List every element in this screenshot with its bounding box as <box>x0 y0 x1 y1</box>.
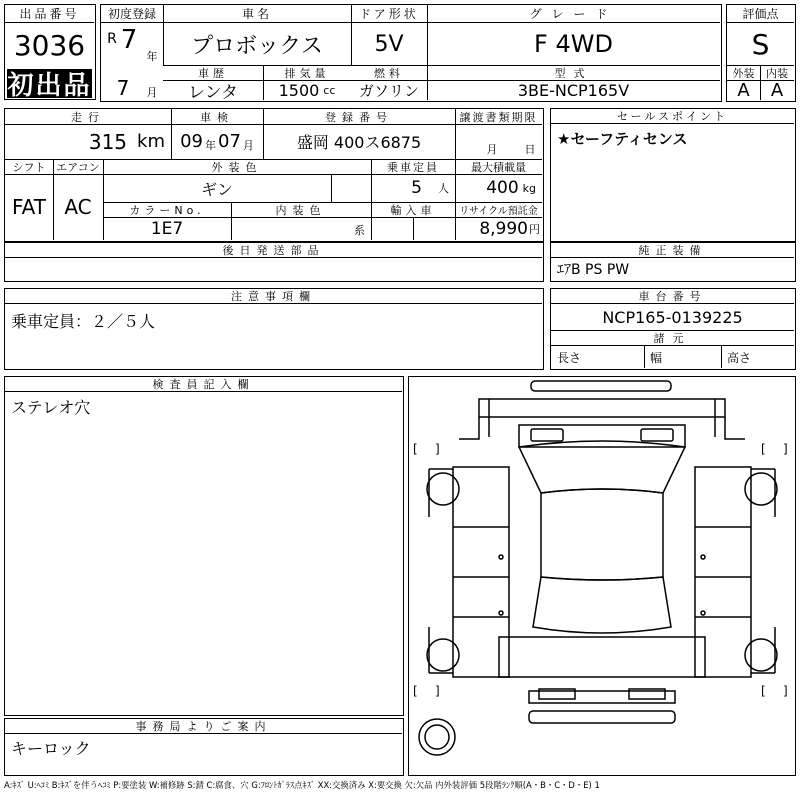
length-label: 長さ <box>557 350 582 365</box>
exterior-score-value: A <box>737 80 750 100</box>
displacement-unit: cc <box>323 83 336 97</box>
first-reg-label: 初度登録 <box>101 5 163 23</box>
interior-color-label: 内装色 <box>275 203 327 217</box>
height-label: 高さ <box>727 350 752 365</box>
lot-label: 出品番号 <box>5 5 94 23</box>
exterior-score-label: 外装 <box>732 66 755 80</box>
first-reg-month-unit: 月 <box>146 86 158 99</box>
import-label: 輸入車 <box>390 203 436 217</box>
equipment-label: 純正装備 <box>551 243 794 258</box>
inspection-label: 車検 <box>200 110 234 124</box>
first-reg-era: R <box>107 31 117 47</box>
later-parts-box <box>4 242 544 282</box>
detail-box <box>4 108 544 242</box>
equipment-box <box>550 242 796 282</box>
history-label: 車歴 <box>198 66 228 80</box>
recycle-value <box>455 217 542 240</box>
svg-text:]: ] <box>783 442 788 456</box>
max-load-label: 最大積載量 <box>471 160 526 174</box>
car-diagram-box <box>408 376 796 776</box>
interior-score-label: 内装 <box>766 66 788 80</box>
max-load-number: 400 <box>486 178 519 198</box>
displacement-number: 1500 <box>278 80 320 100</box>
door-label: ドア形状 <box>351 5 427 23</box>
door-value: 5V <box>374 31 404 57</box>
aircon-label: エアコン <box>56 160 100 174</box>
car-name-value: プロボックス <box>191 33 323 59</box>
color-no-value: 1E7 <box>150 218 184 239</box>
sales-point-box <box>550 108 796 242</box>
capacity-unit: 人 <box>438 182 449 195</box>
inspection-month: 07 <box>218 131 241 152</box>
lot-number: 3036 <box>13 29 86 62</box>
score-value: S <box>751 27 770 61</box>
office-value: キーロック <box>11 738 91 758</box>
interior-color-unit: 系 <box>354 224 365 237</box>
first-reg-month: 7 <box>116 76 130 100</box>
grade-label: グレード <box>427 5 720 23</box>
svg-text:]: ] <box>435 684 440 698</box>
max-load-unit: kg <box>522 181 536 195</box>
later-parts-label: 後日発送部品 <box>5 243 542 258</box>
model-value: 3BE-NCP165V <box>517 80 630 100</box>
mileage-unit: km <box>137 131 165 152</box>
damage-legend: A:ｷｽﾞ U:ﾍｺﾐ B:ｷｽﾞを伴うﾍｺﾐ P:要塗装 W:補修跡 S:錆 C:腐食、穴 G:ﾌﾛﾝﾄｶﾞﾗｽ点ｷｽﾞ XX:交換済み X:要交換 欠:欠品 内外装評価 5段階ﾗﾝｸ順(A・B・C・D・E) 1 <box>4 780 600 790</box>
inspection-year: 09 <box>180 131 203 152</box>
color-no-label: カラーNo. <box>129 203 205 217</box>
recycle-label: リサイクル預託金 <box>459 206 538 217</box>
aircon-value: AC <box>64 195 92 219</box>
inspector-box <box>4 376 404 716</box>
svg-text:[: [ <box>413 684 418 698</box>
vehicle-info-box <box>100 4 722 102</box>
svg-text:]: ] <box>435 442 440 456</box>
score-label: 評価点 <box>727 5 794 23</box>
max-load-value <box>455 174 542 202</box>
svg-text:]: ] <box>783 684 788 698</box>
capacity-label: 乗車定員 <box>387 160 439 174</box>
inspection-value <box>171 124 263 159</box>
inspector-label: 検査員記入欄 <box>5 377 402 392</box>
office-box <box>4 718 404 776</box>
office-label: 事務局よりご案内 <box>5 719 402 734</box>
recycle-unit: 円 <box>529 222 540 236</box>
mileage-number: 315 <box>88 129 128 154</box>
svg-text:[: [ <box>413 442 418 456</box>
svg-text:[: [ <box>761 684 766 698</box>
displacement-value <box>263 80 351 100</box>
displacement-label: 排気量 <box>284 66 330 80</box>
inspection-year-unit: 年 <box>205 138 216 152</box>
sales-point-label: セールスポイント <box>551 109 794 124</box>
history-value: レンタ <box>188 82 238 100</box>
fuel-label: 燃料 <box>374 66 404 80</box>
grade-value: F 4WD <box>534 30 613 58</box>
first-reg-year-unit: 年 <box>146 50 158 63</box>
chassis-value: NCP165-0139225 <box>602 307 743 327</box>
score-box <box>726 4 796 102</box>
inspector-value: ステレオ穴 <box>11 397 91 417</box>
first-reg-year: 7 <box>120 25 138 55</box>
width-label: 幅 <box>650 350 663 365</box>
registration-label: 登録番号 <box>325 110 393 124</box>
shift-value: FAT <box>11 195 46 219</box>
capacity-number: 5 <box>411 178 422 198</box>
transfer-docs-label: 譲渡書類期限 <box>459 110 538 124</box>
mileage-label: 走行 <box>71 110 105 124</box>
svg-text:[: [ <box>761 442 766 456</box>
specs-label: 諸元 <box>653 331 692 345</box>
sales-point-value: ★セーフティセンス <box>557 129 688 148</box>
exterior-color-label: 外装色 <box>211 160 263 174</box>
car-name-label: 車名 <box>163 5 351 23</box>
model-label: 型式 <box>554 66 593 80</box>
chassis-label: 車台番号 <box>551 289 794 304</box>
capacity-value <box>371 174 455 202</box>
lot-box <box>4 4 96 100</box>
registration-value: 盛岡 400ス6875 <box>296 133 422 152</box>
mileage-value <box>5 124 171 159</box>
fuel-value: ガソリン <box>358 81 419 100</box>
notes-value: 乗車定員：２／５人 <box>11 311 156 331</box>
transfer-month-unit: 月 <box>486 143 498 156</box>
exterior-color-value: ギン <box>201 179 233 199</box>
first-listing-badge: 初出品 <box>7 71 92 98</box>
transfer-day-unit: 日 <box>524 143 536 156</box>
chassis-box <box>550 288 796 370</box>
inspection-month-unit: 月 <box>242 138 254 152</box>
shift-label: シフト <box>12 160 46 174</box>
recycle-number: 8,990 <box>479 218 528 239</box>
car-body-diagram <box>409 377 794 774</box>
notes-label: 注意事項欄 <box>5 289 542 304</box>
interior-score-value: A <box>770 80 784 100</box>
equipment-value: ｴｱB PS PW <box>557 262 630 278</box>
notes-box <box>4 288 544 370</box>
